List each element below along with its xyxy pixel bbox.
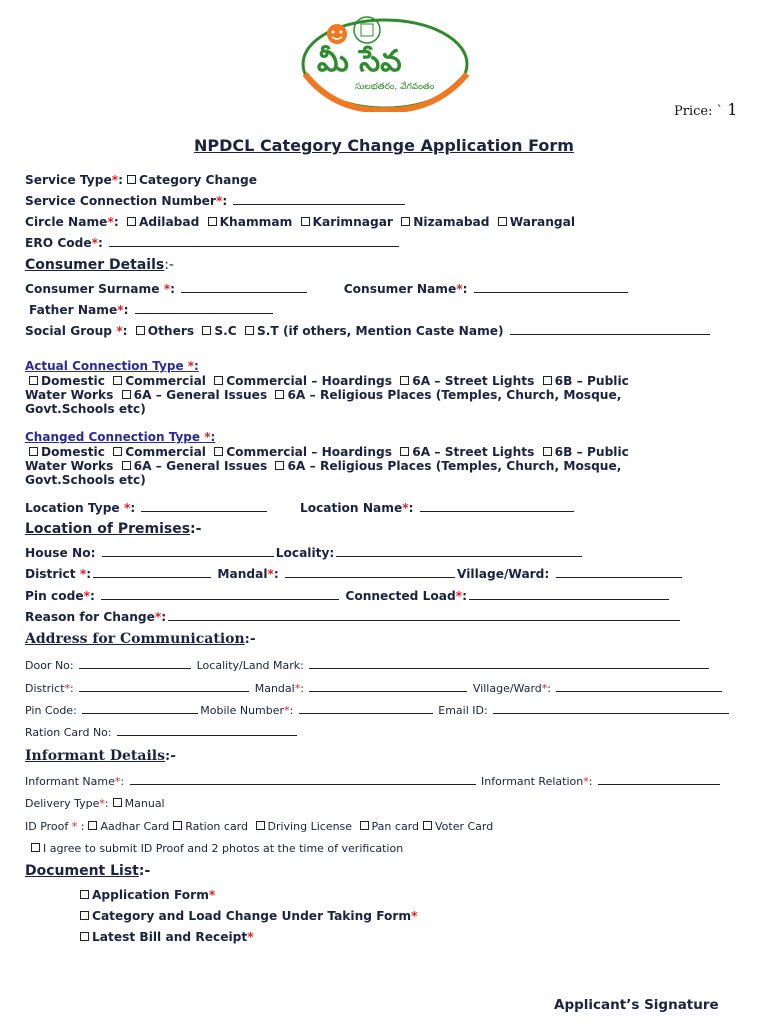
social-checkbox[interactable] bbox=[245, 326, 254, 335]
service-type-value: Category Change bbox=[138, 173, 258, 187]
service-type-label: Service Type bbox=[25, 173, 112, 187]
pin-row: Pin code*: Connected Load*: bbox=[25, 589, 671, 603]
email-field[interactable] bbox=[493, 703, 729, 714]
pin-label: Pin code bbox=[25, 589, 84, 603]
locality-label: Locality: bbox=[275, 546, 335, 560]
logo-text: మీ సేవ bbox=[317, 44, 402, 79]
circle-option: Nizamabad bbox=[413, 215, 490, 229]
type-option: Water Works bbox=[25, 388, 114, 402]
document-item: Application Form* bbox=[80, 888, 215, 902]
consumer-name-field[interactable] bbox=[474, 282, 628, 293]
father-row: Father Name*: bbox=[29, 303, 275, 317]
document-checkbox[interactable] bbox=[80, 932, 89, 941]
address-mandal-field[interactable] bbox=[309, 681, 467, 692]
type-option: Commercial bbox=[125, 445, 206, 459]
informant-name-field[interactable] bbox=[130, 774, 476, 785]
address-district-row: District*: Mandal*: Village/Ward*: bbox=[25, 681, 724, 695]
door-field[interactable] bbox=[79, 658, 191, 669]
document-checkbox[interactable] bbox=[80, 890, 89, 899]
agree-text: I agree to submit ID Proof and 2 photos at the time of verification bbox=[43, 842, 404, 855]
address-heading-text: Address for Communication bbox=[25, 631, 245, 647]
caste-field[interactable] bbox=[510, 324, 710, 335]
type-option: 6A – Religious Places (Temples, Church, Mosque, bbox=[287, 388, 622, 402]
service-connection-label: Service Connection Number bbox=[25, 194, 216, 208]
logo-tagline: సులభతరం, వేగవంతం bbox=[355, 82, 435, 92]
service-type-row: Service Type*: Category Change bbox=[25, 173, 258, 187]
type-option: 6A – Religious Places (Temples, Church, Mosque, bbox=[287, 459, 622, 473]
changed-heading-text: Changed Connection Type bbox=[25, 430, 205, 444]
type-checkbox[interactable] bbox=[122, 390, 131, 399]
type-checkbox[interactable] bbox=[29, 447, 38, 456]
type-option: 6B – Public bbox=[554, 445, 629, 459]
mobile-label: Mobile Number bbox=[200, 704, 285, 717]
circle-row: Circle Name*: Adilabad Khammam Karimnagar Nizamabad Warangal bbox=[25, 215, 576, 229]
type-checkbox[interactable] bbox=[122, 461, 131, 470]
social-option: S.T (if others, Mention Caste Name) bbox=[257, 324, 504, 338]
circle-option: Adilabad bbox=[138, 215, 200, 229]
circle-option: Khammam bbox=[219, 215, 293, 229]
address-district-field[interactable] bbox=[79, 681, 249, 692]
circle-checkbox[interactable] bbox=[208, 217, 217, 226]
informant-heading-text: Informant Details bbox=[25, 748, 165, 764]
delivery-value: Manual bbox=[124, 797, 165, 810]
address-village-label: Village/Ward bbox=[472, 682, 542, 695]
landmark-field[interactable] bbox=[309, 658, 709, 669]
social-row: Social Group *: Others S.C S.T (if others, Mention Caste Name) bbox=[25, 324, 712, 338]
house-field[interactable] bbox=[102, 546, 274, 557]
id-checkbox[interactable] bbox=[88, 821, 97, 830]
id-option: Aadhar Card bbox=[100, 820, 170, 833]
premises-heading: Location of Premises:- bbox=[25, 521, 202, 537]
circle-checkbox[interactable] bbox=[127, 217, 136, 226]
type-checkbox[interactable] bbox=[400, 376, 409, 385]
type-option: Govt.Schools etc) bbox=[25, 473, 146, 487]
type-checkbox[interactable] bbox=[400, 447, 409, 456]
location-name-label: Location Name bbox=[299, 501, 403, 515]
house-row bbox=[25, 546, 584, 560]
id-option: Ration card bbox=[185, 820, 248, 833]
consumer-heading: Consumer Details:- bbox=[25, 257, 174, 273]
ero-field[interactable] bbox=[109, 236, 399, 247]
address-pin-row: Pin Code: Mobile Number*: Email ID: bbox=[25, 703, 731, 717]
type-option: Domestic bbox=[41, 445, 105, 459]
type-option: 6A – General Issues bbox=[133, 388, 268, 402]
id-checkbox[interactable] bbox=[423, 821, 432, 830]
ero-label: ERO Code bbox=[25, 236, 92, 250]
village-label: Village/Ward: bbox=[457, 567, 554, 581]
ration-label: Ration Card No: bbox=[25, 726, 116, 739]
document-heading: Document List:- bbox=[25, 863, 151, 879]
id-option: Pan card bbox=[371, 820, 419, 833]
circle-option: Karimnagar bbox=[312, 215, 393, 229]
location-row: Location Type *: Location Name*: bbox=[25, 501, 576, 515]
agree-checkbox[interactable] bbox=[31, 843, 40, 852]
location-type-field[interactable] bbox=[141, 501, 267, 512]
consumer-heading-text: Consumer Details bbox=[25, 257, 165, 273]
price-label: Price: ` bbox=[674, 104, 724, 119]
address-district-label: District bbox=[25, 682, 65, 695]
reason-row: Reason for Change*: bbox=[25, 610, 682, 624]
document-heading-text: Document List bbox=[25, 863, 139, 879]
type-checkbox[interactable] bbox=[113, 376, 122, 385]
address-pin-field[interactable] bbox=[82, 703, 198, 714]
door-label: Door No: bbox=[25, 659, 78, 672]
changed-connection-heading: Changed Connection Type *: bbox=[25, 430, 216, 444]
address-village-field[interactable] bbox=[556, 681, 722, 692]
type-option: 6A – General Issues bbox=[133, 459, 268, 473]
type-option: Govt.Schools etc) bbox=[25, 402, 146, 416]
document-label: Application Form bbox=[92, 888, 209, 902]
applicant-signature-label: Applicant’s Signature bbox=[554, 997, 719, 1013]
relation-label: Informant Relation bbox=[481, 775, 584, 788]
price-value: 1 bbox=[727, 100, 738, 119]
mobile-field[interactable] bbox=[299, 703, 433, 714]
load-label: Connected Load bbox=[345, 589, 456, 603]
district-label: District bbox=[25, 567, 80, 581]
type-option: Commercial bbox=[125, 374, 206, 388]
id-proof-label: ID Proof bbox=[25, 820, 72, 833]
surname-label: Consumer Surname bbox=[25, 282, 164, 296]
social-checkbox[interactable] bbox=[136, 326, 145, 335]
actual-connection-heading: Actual Connection Type *: bbox=[25, 359, 199, 373]
ero-row: ERO Code*: bbox=[25, 236, 401, 250]
document-label: Category and Load Change Under Taking Form bbox=[92, 909, 412, 923]
type-option: Water Works bbox=[25, 459, 114, 473]
actual-heading-text: Actual Connection Type bbox=[25, 359, 188, 373]
type-checkbox[interactable] bbox=[113, 447, 122, 456]
id-proof-row: ID Proof * : Aadhar Card Ration card Driving License Pan card Voter Card bbox=[25, 820, 494, 833]
type-checkbox[interactable] bbox=[275, 461, 284, 470]
page-title: NPDCL Category Change Application Form bbox=[194, 136, 574, 155]
informant-name-row: Informant Name*: Informant Relation*: bbox=[25, 774, 722, 788]
type-option: Domestic bbox=[41, 374, 105, 388]
type-option: Commercial – Hoardings bbox=[226, 374, 392, 388]
type-checkbox[interactable] bbox=[29, 376, 38, 385]
informant-name-label: Informant Name bbox=[25, 775, 115, 788]
type-checkbox[interactable] bbox=[543, 376, 552, 385]
consumer-name-row: Consumer Surname *: Consumer Name*: bbox=[25, 282, 630, 296]
informant-heading: Informant Details:- bbox=[25, 748, 176, 764]
document-checkbox[interactable] bbox=[80, 911, 89, 920]
type-option: 6A – Street Lights bbox=[412, 445, 535, 459]
id-checkbox[interactable] bbox=[173, 821, 182, 830]
manual-checkbox[interactable] bbox=[113, 798, 122, 807]
father-label: Father Name bbox=[29, 303, 118, 317]
delivery-label: Delivery Type bbox=[25, 797, 100, 810]
circle-label: Circle Name bbox=[25, 215, 108, 229]
id-checkbox[interactable] bbox=[256, 821, 265, 830]
circle-option: Warangal bbox=[509, 215, 576, 229]
circle-checkbox[interactable] bbox=[401, 217, 410, 226]
price bbox=[674, 100, 737, 119]
type-checkbox[interactable] bbox=[543, 447, 552, 456]
service-connection-row: Service Connection Number*: bbox=[25, 194, 407, 208]
type-checkbox[interactable] bbox=[214, 376, 223, 385]
social-checkbox[interactable] bbox=[202, 326, 211, 335]
mandal-field[interactable] bbox=[285, 567, 455, 578]
load-field[interactable] bbox=[469, 589, 669, 600]
document-label: Latest Bill and Receipt bbox=[92, 930, 248, 944]
address-pin-label: Pin Code: bbox=[25, 704, 81, 717]
district-field[interactable] bbox=[93, 567, 211, 578]
social-option: Others bbox=[147, 324, 195, 338]
delivery-row: Delivery Type*: Manual bbox=[25, 797, 165, 810]
address-heading: Address for Communication:- bbox=[25, 631, 256, 647]
id-option: Driving License bbox=[267, 820, 353, 833]
type-checkbox[interactable] bbox=[275, 390, 284, 399]
category-change-checkbox[interactable] bbox=[127, 175, 136, 184]
type-option: Commercial – Hoardings bbox=[226, 445, 392, 459]
location-type-label: Location Type bbox=[25, 501, 124, 515]
meeseva-logo bbox=[295, 12, 475, 112]
pin-field[interactable] bbox=[101, 589, 339, 600]
changed-connection-options bbox=[25, 445, 725, 487]
document-item: Category and Load Change Under Taking Form* bbox=[80, 909, 418, 923]
service-connection-field[interactable] bbox=[233, 194, 405, 205]
social-label: Social Group bbox=[25, 324, 117, 338]
address-mandal-label: Mandal bbox=[254, 682, 295, 695]
reason-field[interactable] bbox=[168, 610, 680, 621]
house-label: House No: bbox=[25, 546, 100, 560]
location-name-field[interactable] bbox=[420, 501, 574, 512]
relation-field[interactable] bbox=[598, 774, 720, 785]
document-item: Latest Bill and Receipt* bbox=[80, 930, 254, 944]
circle-checkbox[interactable] bbox=[301, 217, 310, 226]
actual-connection-options bbox=[25, 374, 725, 416]
village-field[interactable] bbox=[556, 567, 682, 578]
id-option: Voter Card bbox=[435, 820, 494, 833]
id-checkbox[interactable] bbox=[360, 821, 369, 830]
landmark-label: Locality/Land Mark: bbox=[196, 659, 308, 672]
ration-row bbox=[25, 725, 299, 739]
reason-label: Reason for Change bbox=[25, 610, 155, 624]
ration-field[interactable] bbox=[117, 725, 297, 736]
social-option: S.C bbox=[214, 324, 237, 338]
mandal-label: Mandal bbox=[217, 567, 268, 581]
type-option: 6A – Street Lights bbox=[412, 374, 535, 388]
father-field[interactable] bbox=[135, 303, 273, 314]
type-option: 6B – Public bbox=[554, 374, 629, 388]
email-label: Email ID: bbox=[438, 704, 492, 717]
circle-checkbox[interactable] bbox=[498, 217, 507, 226]
type-checkbox[interactable] bbox=[214, 447, 223, 456]
premises-heading-text: Location of Premises bbox=[25, 521, 191, 537]
door-row bbox=[25, 658, 711, 672]
district-row: District *: Mandal*: Village/Ward: bbox=[25, 567, 684, 581]
consumer-name-label: Consumer Name bbox=[343, 282, 457, 296]
surname-field[interactable] bbox=[181, 282, 307, 293]
agree-row bbox=[27, 842, 403, 855]
locality-field[interactable] bbox=[336, 546, 582, 557]
